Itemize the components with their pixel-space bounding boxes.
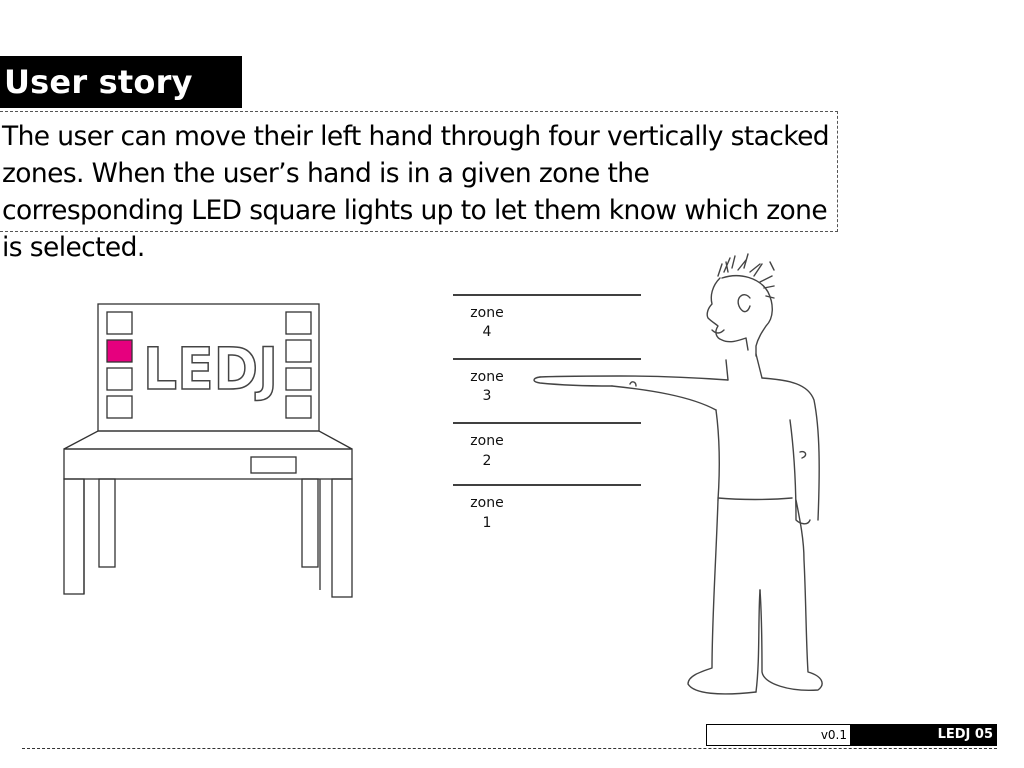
zone-dividers (453, 295, 641, 485)
footer-version: v0.1 (706, 724, 851, 746)
led-right-2 (286, 368, 311, 390)
led-left-2 (107, 368, 132, 390)
zone-3-number: 3 (482, 388, 492, 404)
table-leg (64, 479, 84, 594)
led-left-1 (107, 396, 132, 418)
zone-1-number: 1 (482, 515, 492, 531)
table-leg (99, 479, 115, 567)
zone-2-word: zone (470, 433, 504, 449)
ledj-logo: LEDJ (143, 335, 278, 403)
led-left-3 (107, 340, 132, 362)
slide-title: User story (0, 56, 242, 108)
table-leg (302, 479, 318, 567)
led-left-4 (107, 312, 132, 334)
table-top (64, 431, 352, 449)
person-sketch (534, 254, 822, 694)
table-leg (332, 479, 352, 597)
zone-3-word: zone (470, 369, 504, 385)
led-right-3 (286, 340, 311, 362)
zone-4-number: 4 (482, 324, 492, 340)
zone-1-word: zone (470, 495, 504, 511)
user-story-text: The user can move their left hand through four vertically stacked zones. When the user’s hand is in a given zone the corresponding LED square lights up to let them know which zone is selected. (0, 111, 838, 232)
footer-slide-id: LEDJ 05 (851, 724, 997, 746)
footer-divider (22, 748, 997, 749)
drawer-handle (251, 457, 296, 473)
zone-labels (470, 305, 503, 531)
zone-4-word: zone (470, 305, 504, 321)
table-apron (64, 449, 352, 479)
zone-2-number: 2 (482, 453, 492, 469)
led-right-1 (286, 396, 311, 418)
led-right-4 (286, 312, 311, 334)
